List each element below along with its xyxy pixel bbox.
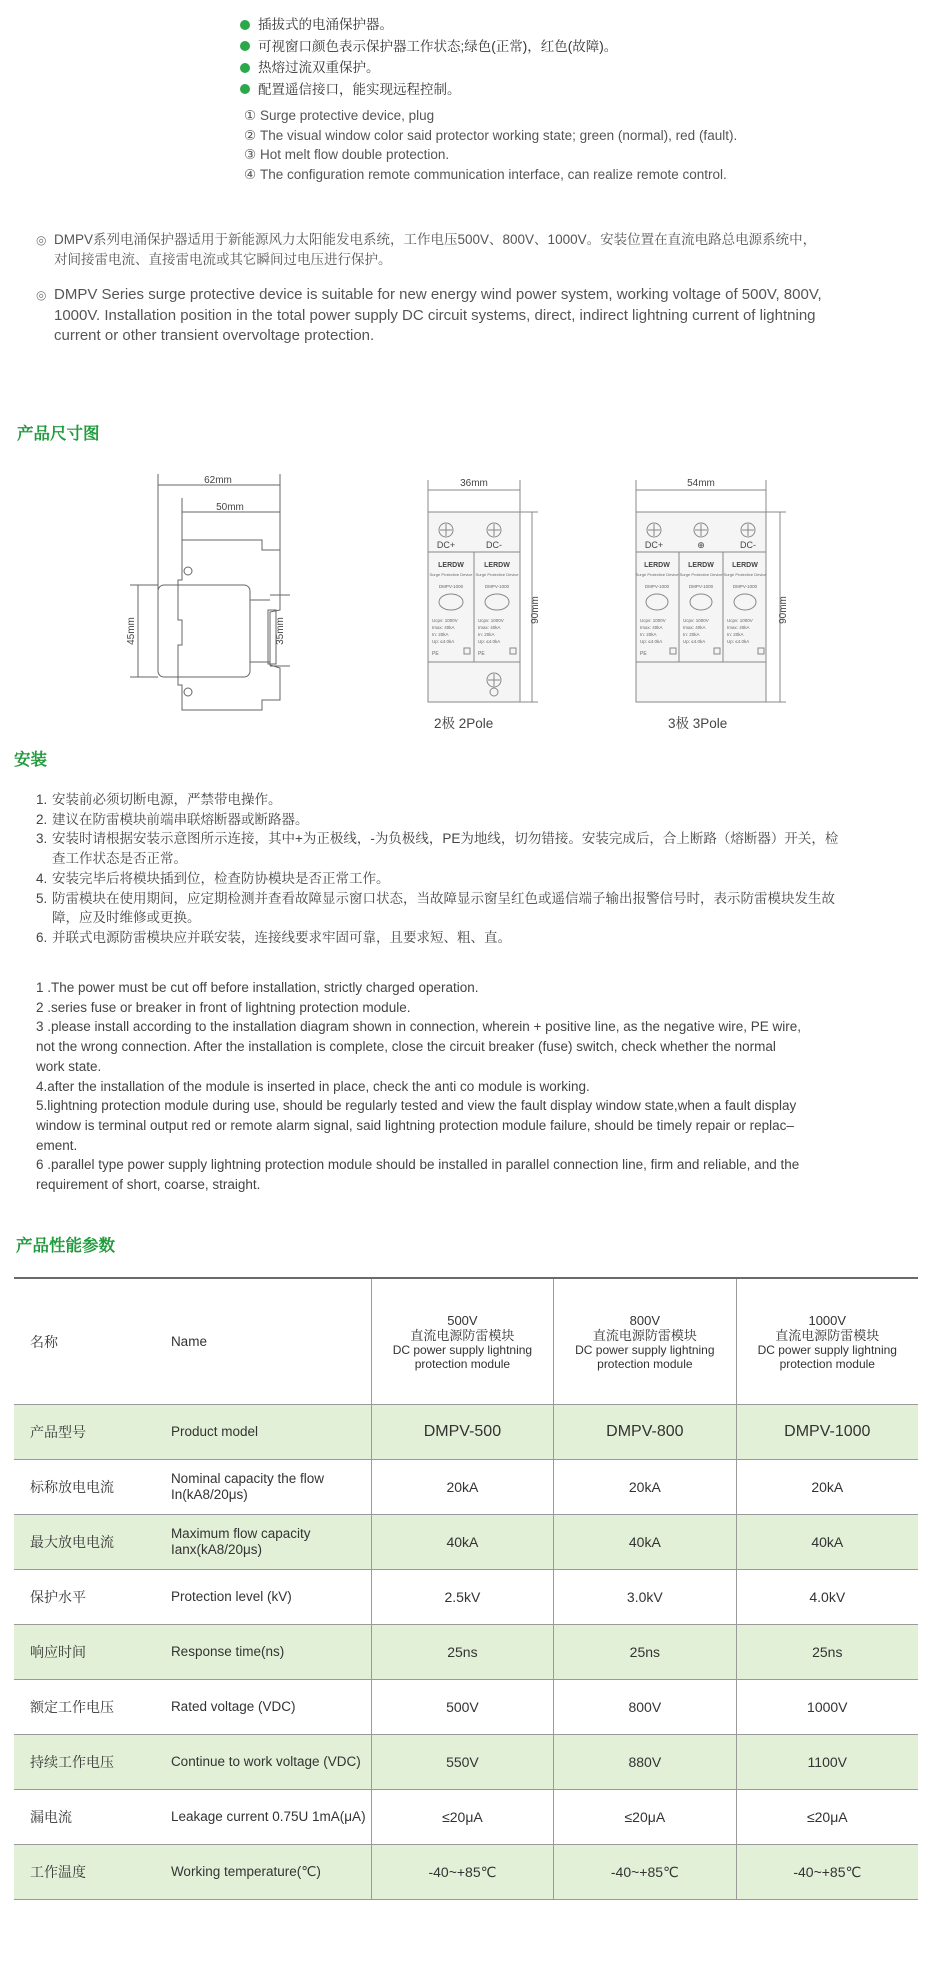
list-item: 4.after the installation of the module is inserted in place, check the anti co module is working.: [36, 1078, 590, 1094]
svg-text:Surge Protective Device: Surge Protective Device: [679, 572, 723, 577]
description-cn: ◎ DMPV系列电涌保护器适用于新能源风力太阳能发电系统，工作电压500V、800V、1000V。安装位置在直流电路总电源系统中， 对间接雷电流、直接雷电流或其它瞬间过电压进行保护。: [36, 232, 817, 267]
dim-width-inner: 50mm: [216, 502, 244, 513]
feature-item: 可视窗口颜色表示保护器工作状态;绿色(正常)，红色(故障)。: [240, 36, 617, 58]
svg-text:In: 20kA: In: 20kA: [727, 632, 744, 637]
svg-text:PE: PE: [478, 651, 485, 657]
svg-text:DMPV-1000: DMPV-1000: [484, 584, 510, 589]
bullet-icon: [240, 20, 250, 30]
three-pole-height: 90mm: [778, 596, 789, 624]
three-pole-width: 54mm: [687, 478, 715, 489]
svg-text:PE: PE: [640, 651, 647, 657]
table-row: 最大放电电流 Maximum flow capacity Ianx(kA8/20μs) 40kA 40kA 40kA: [14, 1515, 918, 1570]
svg-text:Ucpv: 1000V: Ucpv: 1000V: [727, 618, 753, 623]
list-item: 3. 安装时请根据安装示意图所示连接，其中+为正极线，-为负极线，PE为地线，切勿错接。安装完成后，合上断路（熔断器）开关，检: [36, 831, 839, 847]
svg-text:⊕: ⊕: [697, 540, 705, 550]
description-en: ◎ DMPV Series surge protective device is suitable for new energy wind power system, working voltage of 500V, 800V, 1000V. Installation position in the total power supply DC circuit systems, direct, indirect lightning current of lightning current or other transient overvoltage protection.: [36, 286, 822, 344]
table-row: 响应时间 Response time(ns) 25ns 25ns 25ns: [14, 1625, 918, 1680]
svg-text:DMPV-1000: DMPV-1000: [438, 584, 464, 589]
dim-width-outer: 62mm: [204, 475, 232, 486]
list-item: 1 .The power must be cut off before installation, strictly charged operation.: [36, 980, 479, 995]
params-section-title: 产品性能参数: [16, 1237, 115, 1255]
list-item: 2 .series fuse or breaker in front of lightning protection module.: [36, 999, 411, 1015]
svg-text:Surge Protective Device: Surge Protective Device: [429, 572, 473, 577]
svg-text:PE: PE: [432, 651, 439, 657]
svg-text:In: 20kA: In: 20kA: [432, 632, 449, 637]
svg-text:DMPV-1000: DMPV-1000: [688, 584, 714, 589]
svg-text:Surge Protective Device: Surge Protective Device: [475, 572, 519, 577]
feature-item-en: ④ The configuration remote communication interface, can realize remote control.: [244, 166, 727, 182]
svg-text:DMPV-1000: DMPV-1000: [732, 584, 758, 589]
svg-text:LERDW: LERDW: [484, 562, 510, 569]
svg-text:DC-: DC-: [486, 540, 502, 550]
svg-text:Imax: 40kA: Imax: 40kA: [432, 625, 455, 630]
svg-text:Up: ≤4.0kA: Up: ≤4.0kA: [432, 639, 455, 644]
three-pole-caption: 3极 3Pole: [668, 716, 728, 731]
table-row: 保护水平 Protection level (kV) 2.5kV 3.0kV 4.0kV: [14, 1570, 918, 1625]
params-table: [14, 1277, 918, 1900]
svg-text:Ucpv: 1000V: Ucpv: 1000V: [432, 618, 458, 623]
svg-text:LERDW: LERDW: [438, 562, 464, 569]
svg-text:Surge Protective Device: Surge Protective Device: [635, 572, 679, 577]
install-steps-cn: 1. 安装前必须切断电源，严禁带电操作。 2. 建议在防雷模块前端串联熔断器或断路器。 3. 安装时请根据安装示意图所示连接，其中+为正极线，-为负极线，PE为地线，切勿错接。安装完成后，合上断路（熔断器）开关，检 查工作状态是否正常。 4. 安装完毕后将模块插到位，检查防协模块是否正常工作。 5. 防雷模块在使用期间，应定期检测并查看故障显示窗口状态，当故障显示窗呈红色或遥信端子输出报警信号时，表示防雷模块发生故 障，应及时维修或更换。 6. 并联式电源防雷模块应并联安装，连接线要求牢固可靠，且要求短、粗、直。: [36, 790, 906, 948]
feature-item-en: ① Surge protective device, plug: [244, 108, 435, 123]
table-row: 标称放电电流 Nominal capacity the flow In(kA8/20μs) 20kA 20kA 20kA: [14, 1460, 918, 1515]
svg-text:DC+: DC+: [436, 540, 456, 550]
list-item: 3 .please install according to the installation diagram shown in connection, wherein + positive line, as the negative wire, PE wire,: [36, 1019, 802, 1035]
svg-text:Imax: 40kA: Imax: 40kA: [683, 625, 706, 630]
two-pole-width: 36mm: [460, 478, 488, 489]
bullet-icon: [240, 41, 250, 51]
svg-text:In: 20kA: In: 20kA: [683, 632, 700, 637]
svg-text:LERDW: LERDW: [644, 562, 670, 569]
dimension-section-title: 产品尺寸图: [17, 425, 100, 443]
svg-text:Surge Protective Device: Surge Protective Device: [723, 572, 767, 577]
feature-list-cn: [240, 14, 617, 100]
side-view-drawing: [120, 470, 290, 730]
table-row: 持续工作电压 Continue to work voltage (VDC) 550V 880V 1100V: [14, 1735, 918, 1790]
bullet-icon: [240, 84, 250, 94]
table-header-row: 名称 Name 500V 直流电源防雷模块 DC power supply lightning protection module 800V 直流电源防雷模块 DC power supply lightning protection module 1000V 直流电源防雷模块 DC power supply lightning protection module: [14, 1278, 918, 1405]
list-item: 6 .parallel type power supply lightning protection module should be installed in parallel connection line, firm and reliable, and the: [36, 1157, 800, 1173]
two-pole-caption: 2极 2Pole: [434, 716, 494, 731]
svg-text:Up: ≤4.0kA: Up: ≤4.0kA: [478, 639, 501, 644]
svg-text:Imax: 40kA: Imax: 40kA: [640, 625, 663, 630]
svg-text:DC+: DC+: [644, 540, 664, 550]
feature-item: 热熔过流双重保护。: [240, 57, 617, 79]
svg-text:LERDW: LERDW: [688, 562, 714, 569]
svg-text:Ucpv: 1000V: Ucpv: 1000V: [640, 618, 666, 623]
svg-text:DMPV-1000: DMPV-1000: [644, 584, 670, 589]
install-steps-en: 1 .The power must be cut off before installation, strictly charged operation. 2 .series fuse or breaker in front of lightning protection module. 3 .please install according to the installation diagram shown in connection, wherein + positive line, as the negative wire, PE wire, not the wrong connection. After the installation is complete, close the circuit breaker (fuse) switch, check whether the normal work state. 4.after the installation of the module is inserted in place, check the anti co module is working. 5.lightning protection module during use, should be regularly tested and view the fault display window state,when a fault display window is terminal output red or remote alarm signal, said lightning protection module failure, should be timely repair or replac– ement. 6 .parallel type power supply lightning protection module should be installed in parallel connection line, firm and reliable, and the requirement of short, coarse, straight.: [36, 978, 906, 1195]
list-item: 6. 并联式电源防雷模块应并联安装，连接线要求牢固可靠，且要求短、粗、直。: [36, 929, 511, 945]
table-row: 漏电流 Leakage current 0.75U 1mA(μA) ≤20μA ≤20μA ≤20μA: [14, 1790, 918, 1845]
svg-text:Imax: 40kA: Imax: 40kA: [478, 625, 501, 630]
install-section-title: 安装: [14, 751, 47, 769]
svg-text:LERDW: LERDW: [732, 562, 758, 569]
feature-item-en: ② The visual window color said protector working state; green (normal), red (fault).: [244, 127, 738, 143]
two-pole-height: 90mm: [530, 596, 541, 624]
list-item: 5.lightning protection module during use, should be regularly tested and view the fault display window state,when a fault display: [36, 1098, 797, 1114]
svg-text:Up: ≤4.0kA: Up: ≤4.0kA: [727, 639, 750, 644]
svg-text:Up: ≤4.0kA: Up: ≤4.0kA: [640, 639, 663, 644]
dim-height-inner: 35mm: [275, 617, 286, 645]
three-pole-drawing: [628, 472, 798, 712]
feature-list-en: [244, 106, 737, 184]
svg-text:DC-: DC-: [740, 540, 756, 550]
svg-text:Ucpv: 1000V: Ucpv: 1000V: [478, 618, 504, 623]
table-row: 额定工作电压 Rated voltage (VDC) 500V 800V 1000V: [14, 1680, 918, 1735]
feature-item-en: ③ Hot melt flow double protection.: [244, 147, 450, 162]
table-row: 工作温度 Working temperature(℃) -40~+85℃ -40~+85℃ -40~+85℃: [14, 1845, 918, 1900]
list-item: 2. 建议在防雷模块前端串联熔断器或断路器。: [36, 811, 309, 827]
list-item: 4. 安装完毕后将模块插到位，检查防协模块是否正常工作。: [36, 870, 390, 886]
svg-text:Up: ≤4.0kA: Up: ≤4.0kA: [683, 639, 706, 644]
feature-item: 插拔式的电涌保护器。: [240, 14, 617, 36]
dim-height-outer: 45mm: [126, 617, 137, 645]
list-item: 1. 安装前必须切断电源，严禁带电操作。: [36, 792, 282, 807]
bullet-icon: [240, 63, 250, 73]
svg-text:Ucpv: 1000V: Ucpv: 1000V: [683, 618, 709, 623]
list-item: 5. 防雷模块在使用期间，应定期检测并查看故障显示窗口状态，当故障显示窗呈红色或遥信端子输出报警信号时，表示防雷模块发生故: [36, 890, 835, 906]
svg-text:Imax: 40kA: Imax: 40kA: [727, 625, 750, 630]
feature-item: 配置遥信接口，能实现远程控制。: [240, 79, 617, 101]
table-row: 产品型号 Product model DMPV-500 DMPV-800 DMPV-1000: [14, 1405, 918, 1460]
svg-text:In: 20kA: In: 20kA: [478, 632, 495, 637]
two-pole-drawing: [420, 472, 550, 712]
svg-text:In: 20kA: In: 20kA: [640, 632, 657, 637]
